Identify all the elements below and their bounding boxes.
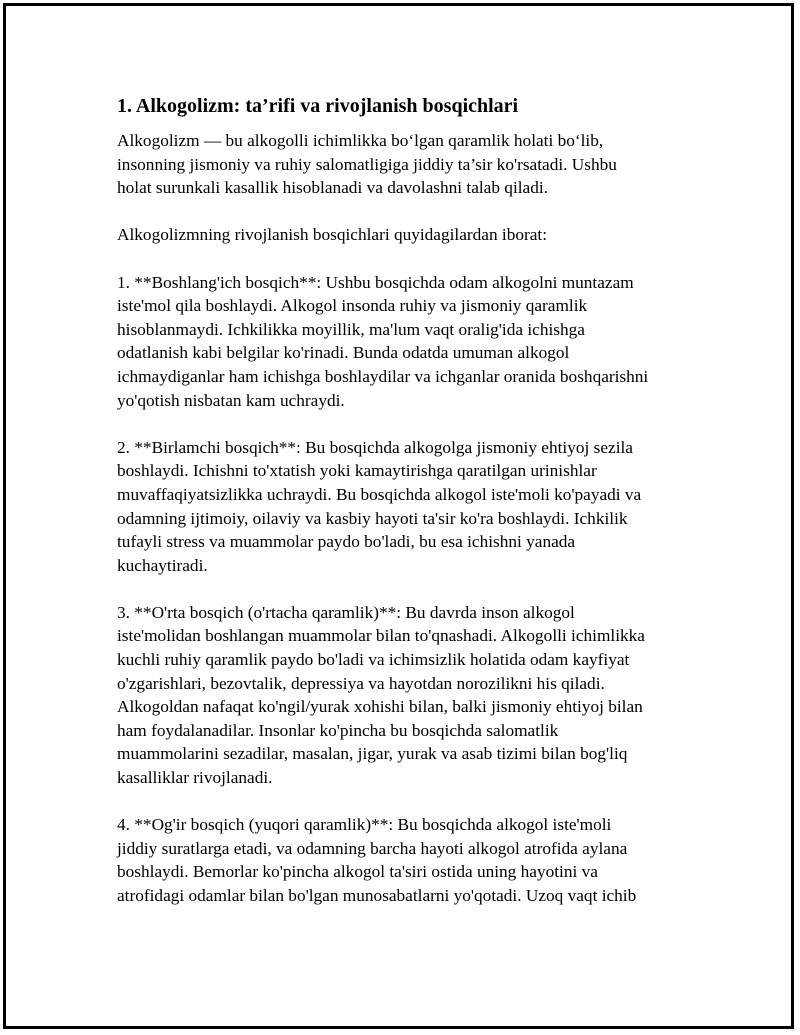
text-line: muammolarini sezadilar, masalan, jigar, yurak va asab tizimi bilan bog'liq (117, 744, 628, 764)
text-line: jiddiy suratlarga etadi, va odamning barcha hayoti alkogol atrofida aylana (117, 838, 628, 858)
text-line: holat surunkali kasallik hisoblanadi va davolashni talab qiladi. (117, 178, 548, 198)
intro-paragraph (117, 129, 717, 200)
text-line: 1. **Boshlang'ich bosqich**: Ushbu bosqichda odam alkogolni muntazam (117, 272, 634, 292)
text-line: insonning jismoniy va ruhiy salomatligiga jiddiy ta’sir ko'rsatadi. Ushbu (117, 154, 617, 174)
text-line: 4. **Og'ir bosqich (yuqori qaramlik)**: Bu bosqichda alkogol iste'moli (117, 815, 612, 835)
stages-intro-paragraph (117, 223, 717, 247)
text-line: kuchli ruhiy qaramlik paydo bo'ladi va ichimsizlik holatida odam kayfiyat (117, 650, 630, 670)
text-line: Alkogolizmning rivojlanish bosqichlari quyidagilardan iborat: (117, 225, 548, 245)
text-line: 2. **Birlamchi bosqich**: Bu bosqichda alkogolga jismoniy ehtiyoj sezila (117, 437, 633, 457)
text-line: boshlaydi. Ichishni to'xtatish yoki kamaytirishga qaratilgan urinishlar (117, 461, 597, 481)
stage-3-paragraph (117, 601, 717, 790)
text-line: o'zgarishlari, bezovtalik, depressiya va hayotdan norozilikni his qiladi. (117, 673, 605, 693)
text-line: Alkogolizm — bu alkogolli ichimlikka bo‘lgan qaramlik holati bo‘lib, (117, 131, 604, 150)
text-line: hisoblanmaydi. Ichkilikka moyillik, ma'lum vaqt oralig'ida ichishga (117, 319, 585, 339)
stage-4-paragraph (117, 813, 717, 907)
text-line: iste'mol qila boshlaydi. Alkogol insonda ruhiy va jismoniy qaramlik (117, 296, 588, 316)
document-title: 1. Alkogolizm: ta’rifi va rivojlanish bosqichlari (117, 95, 519, 117)
text-line: yo'qotish nisbatan kam uchraydi. (117, 390, 345, 410)
stage-2-paragraph (117, 436, 717, 578)
text-line: muvaffaqiyatsizlikka uchraydi. Bu bosqichda alkogol iste'moli ko'payadi va (117, 484, 642, 504)
text-line: kuchaytiradi. (117, 555, 208, 575)
text-line: atrofidagi odamlar bilan bo'lgan munosabatlarni yo'qotadi. Uzoq vaqt ichib (117, 886, 637, 905)
text-line: odamning ijtimoiy, oilaviy va kasbiy hayoti ta'sir ko'ra boshlaydi. Ichkilik (117, 508, 628, 528)
text-line: Alkogoldan nafaqat ko'ngil/yurak xohishi bilan, balki jismoniy ehtiyoj bilan (117, 697, 643, 717)
text-line: ichmaydiganlar ham ichishga boshlaydilar va ichganlar oranida boshqarishni (117, 366, 649, 386)
document-body (117, 92, 717, 931)
text-line: iste'molidan boshlangan muammolar bilan to'qnashadi. Alkogolli ichimlikka (117, 626, 645, 646)
stage-1-paragraph (117, 271, 717, 413)
text-line: odatlanish kabi belgilar ko'rinadi. Bunda odatda umuman alkogol (117, 343, 570, 363)
text-line: ham foydalanadilar. Insonlar ko'pincha bu bosqichda salomatlik (117, 720, 559, 740)
text-line: 3. **O'rta bosqich (o'rtacha qaramlik)**: Bu davrda inson alkogol (117, 602, 575, 622)
text-line: kasalliklar rivojlanadi. (117, 768, 273, 788)
text-line: tufayli stress va muammolar paydo bo'ladi, bu esa ichishni yanada (117, 532, 576, 552)
text-line: boshlaydi. Bemorlar ko'pincha alkogol ta'siri ostida uning hayotini va (117, 862, 598, 882)
